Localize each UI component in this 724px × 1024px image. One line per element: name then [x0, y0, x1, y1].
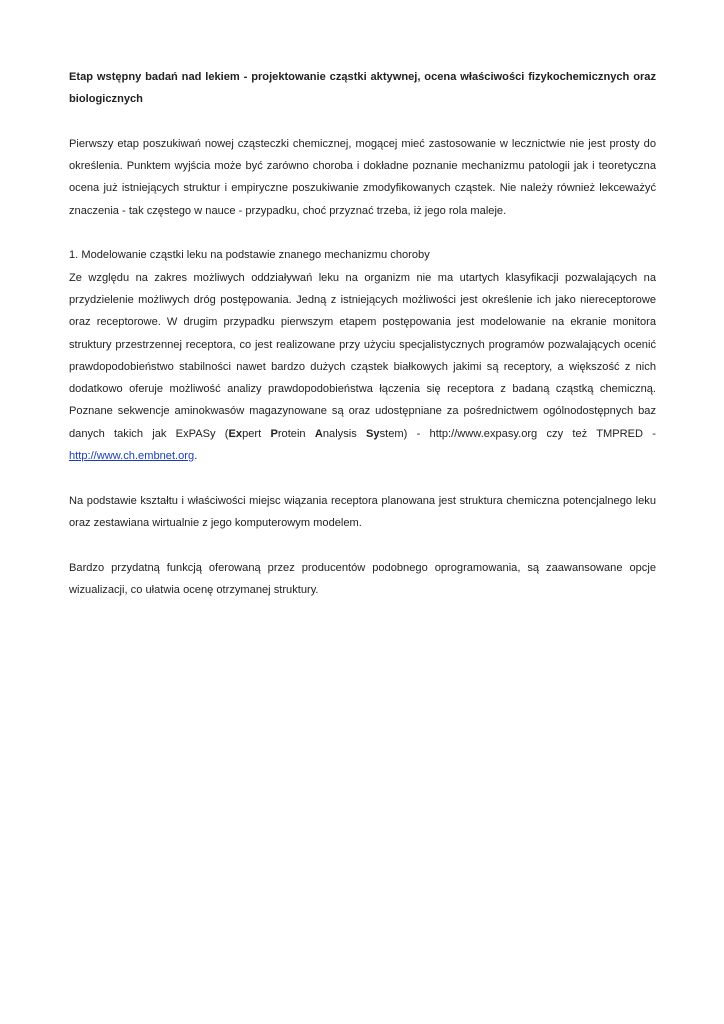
section-1-body-start: Ze względu na zakres możliwych oddziaływań leku na organizm nie ma utartych klasyfikacji pozwalających na przydzielenie możliwych dróg postępowania. Jedną z istniejących możliwości jest określenie ich jako niereceptorowe oraz receptorowe. W drugim przypadku pierwszym etapem postępowania jest modelowanie na ekranie monitora struktury przestrzennej receptora, co jest realizowane przy użyciu specjalistycznych programów pozwalających ocenić prawdopodobieństwo stabilności nawet bardzo dużych cząstek białkowych jakimi są receptory, a większość z nich dodatkowo oferuje możliwość analizy prawdopodobieństwa łączenia się receptora z badaną cząstką chemiczną. Poznane sekwencje aminokwasów magazynowane są oraz udostępniane za pośrednictwem ogólnodostępnych baz danych takich jak ExPASy ( [69, 271, 656, 440]
embnet-link[interactable]: http://www.ch.embnet.org [69, 450, 195, 463]
expasy-ex-rest: pert [242, 427, 271, 440]
expasy-p-rest: rotein [277, 427, 315, 440]
section-1-body-mid: - http://www.expasy.org czy też TMPRED - [407, 427, 656, 440]
spacer [69, 222, 656, 244]
expasy-a-bold: A [314, 427, 323, 440]
spacer [69, 467, 656, 489]
section-1-body-end: . [194, 450, 198, 463]
spacer [69, 111, 656, 133]
binding-paragraph: Na podstawie kształtu i właściwości miejsc wiązania receptora planowana jest struktura chemiczna potencjalnego leku oraz zestawiana wirtualnie z jego komputerowym modelem. [69, 494, 656, 529]
expasy-p-bold: P [270, 427, 278, 440]
document-title: Etap wstępny badań nad lekiem - projektowanie cząstki aktywnej, ocena właściwości fizykochemicznych oraz biologicznych [69, 71, 656, 106]
intro-paragraph: Pierwszy etap poszukiwań nowej cząsteczki chemicznej, mogącej mieć zastosowanie w lecznictwie nie jest prosty do określenia. Punktem wyjścia może być zarówno choroba i dokładne poznanie mechanizmu patologii jak i teoretyczna ocena już istniejących struktur i empiryczne poszukiwanie zmodyfikowanych cząstek. Nie należy również lekceważyć znaczenia - tak częstego w nauce - przypadku, choć przyznać trzeba, iż jego rola maleje. [69, 137, 656, 217]
software-paragraph: Bardzo przydatną funkcją oferowaną przez producentów podobnego oprogramowania, są zaawansowane opcje wizualizacji, co ułatwia ocenę otrzymanej struktury. [69, 561, 656, 596]
expasy-a-rest: nalysis [322, 427, 367, 440]
section-1-heading: 1. Modelowanie cząstki leku na podstawie znanego mechanizmu choroby [69, 249, 430, 262]
expasy-sy-bold: Sy [366, 427, 380, 440]
expasy-sy-rest: stem) [379, 427, 408, 440]
expasy-ex-bold: Ex [228, 427, 243, 440]
section-1-body [69, 267, 656, 468]
spacer [69, 534, 656, 556]
